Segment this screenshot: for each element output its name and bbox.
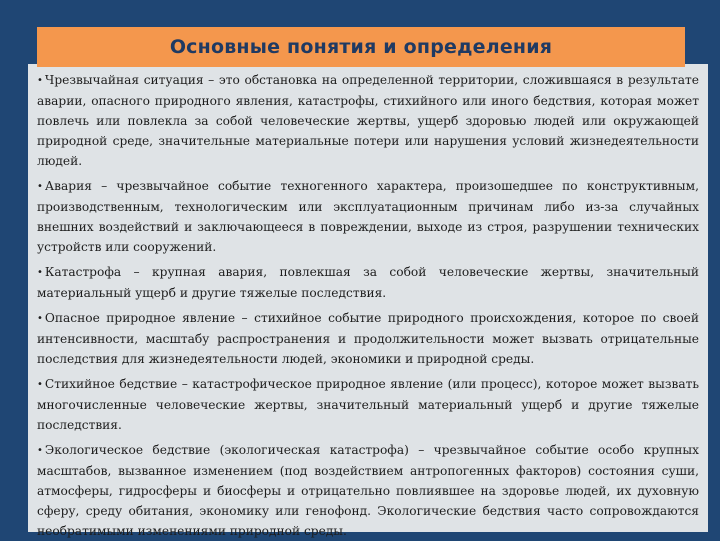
- definitions-panel: [28, 64, 708, 538]
- definition-text: Катастрофа – крупная авария, повлекшая за собой человеческие жертвы, значительный материальный ущерб и другие тяжелые последствия.: [37, 265, 699, 300]
- bullet-icon: •: [37, 379, 43, 390]
- definition-text: Стихийное бедствие – катастрофическое природное явление (или процесс), которое может вызвать многочисленные человеческие жертвы, значительный материальный ущерб и другие тяжелые последствия.: [37, 377, 699, 432]
- definition-item-emergency: [37, 70, 699, 171]
- bullet-icon: •: [37, 75, 43, 86]
- bullet-icon: •: [37, 267, 43, 278]
- bullet-icon: •: [37, 181, 43, 192]
- definition-text: Авария – чрезвычайное событие техногенного характера, произошедшее по конструктивным, производственным, технологическим или эксплуатационным причинам либо из-за случайных внешних воздействий и заключающееся в повреждении, выходе из строя, разрушении технических устройств или сооружений.: [37, 179, 699, 254]
- definition-item-natural-disaster: [37, 374, 699, 435]
- definition-item-catastrophe: [37, 262, 699, 303]
- bullet-icon: •: [37, 313, 43, 324]
- title-bar: [37, 27, 685, 67]
- definition-item-natural-hazard: [37, 308, 699, 369]
- definition-text: Чрезвычайная ситуация – это обстановка на определенной территории, сложившаяся в результате аварии, опасного природного явления, катастрофы, стихийного или иного бедствия, которая может повлечь или повлекла за собой человеческие жертвы, ущерб здоровью людей или окружающей природной среде, значительные материальные потери или нарушения условий жизнедеятельности людей.: [37, 73, 699, 168]
- bullet-icon: •: [37, 445, 43, 456]
- definition-item-ecological-disaster: [37, 440, 699, 541]
- slide-title: Основные понятия и определения: [169, 36, 553, 58]
- definition-item-accident: [37, 176, 699, 257]
- definition-text: Опасное природное явление – стихийное событие природного происхождения, которое по своей интенсивности, масштабу распространения и продолжительности может вызвать отрицательные последствия для жизнедеятельности людей, экономики и природной среды.: [37, 311, 699, 366]
- definition-text: Экологическое бедствие (экологическая катастрофа) – чрезвычайное событие особо крупных масштабов, вызванное изменением (под воздействием антропогенных факторов) состояния суши, атмосферы, гидросферы и биосферы и отрицательно повлиявшее на здоровье людей, их духовную сферу, среду обитания, экономику или генофонд. Экологические бедствия часто сопровождаются необратимыми изменениями природной среды.: [37, 443, 699, 538]
